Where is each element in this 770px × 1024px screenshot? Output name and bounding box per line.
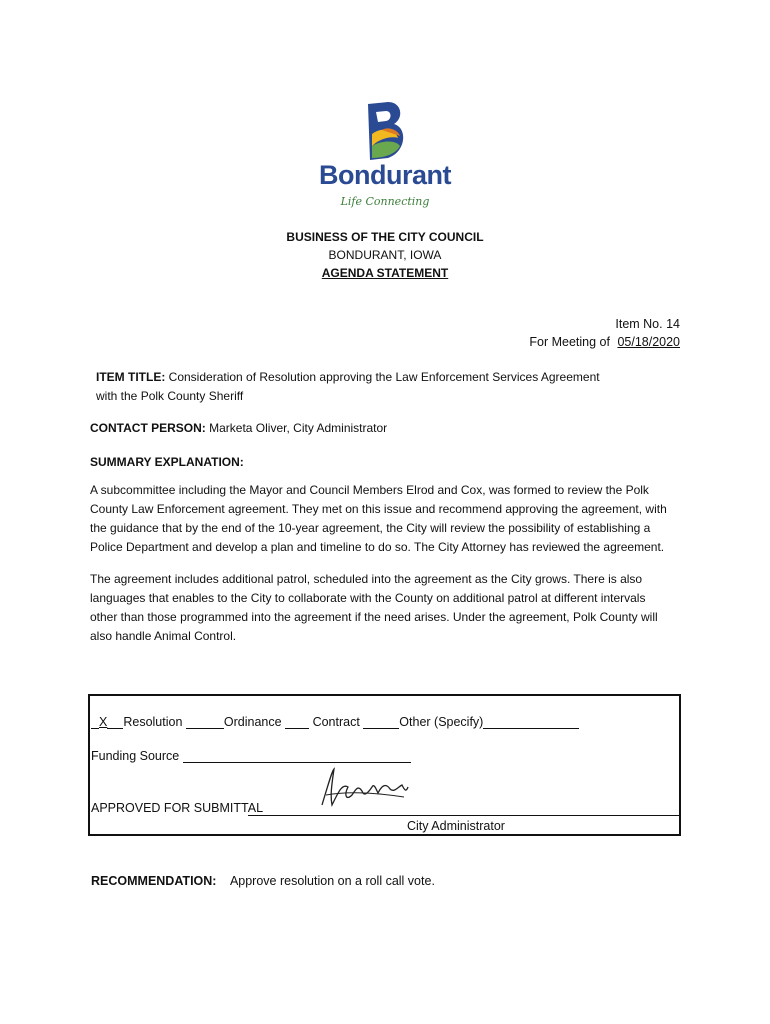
funding-source-row: [91, 749, 411, 763]
contact-person: CONTACT PERSON: Marketa Oliver, City Administrator: [90, 421, 388, 435]
summary-line: Police Department and develop a plan and timeline to do so. The City Attorney has reviewed the agreement.: [90, 540, 665, 554]
city-administrator-label: City Administrator: [407, 819, 505, 833]
item-title: ITEM TITLE: Consideration of Resolution approving the Law Enforcement Services Agreement with the Polk County Sheriff: [96, 370, 600, 403]
summary-line: the guidance that by the end of the 10-year agreement, the City will review the possibility of establishing a: [90, 521, 651, 535]
document-type-row: [91, 715, 579, 729]
approved-label: APPROVED FOR SUBMITTAL: [91, 801, 264, 815]
funding-source-label: Funding Source: [91, 749, 180, 763]
summary-label: SUMMARY EXPLANATION:: [90, 455, 244, 469]
meeting-date-row: [529, 335, 680, 349]
summary-line: The agreement includes additional patrol, scheduled into the agreement as the City grows. There is also: [90, 572, 643, 586]
resolution-check: X: [99, 715, 108, 729]
header-line1: BUSINESS OF THE CITY COUNCIL: [286, 230, 484, 244]
bondurant-b-logo-icon: [358, 100, 412, 162]
item-title-text-1: Consideration of Resolution approving the Law Enforcement Services Agreement: [168, 370, 600, 384]
item-title-label: ITEM TITLE: [96, 370, 162, 384]
summary-line: also handle Animal Control.: [90, 629, 237, 643]
handwritten-signature-icon: [318, 765, 412, 811]
header-line3: AGENDA STATEMENT: [321, 266, 449, 280]
item-title-text-2: with the Polk County Sheriff: [96, 389, 244, 403]
header-line2: BONDURANT, IOWA: [328, 248, 442, 262]
contact-value: Marketa Oliver, City Administrator: [209, 421, 388, 435]
summary-para-1: [90, 481, 680, 557]
logo-name: Bondurant: [319, 160, 451, 190]
ordinance-label: Ordinance: [223, 715, 282, 729]
summary-line: County Law Enforcement agreement. They met on this issue and recommend approving the agreement, with: [90, 502, 667, 516]
logo-tagline: Life Connecting: [340, 195, 430, 208]
other-label: Other (Specify): [399, 715, 484, 729]
summary-line: languages that enables to the City to collaborate with the County on additional patrol at different intervals: [90, 591, 646, 605]
meeting-date-label: For Meeting of: [529, 335, 614, 349]
summary-para-2: [90, 570, 680, 646]
item-number: Item No. 14: [615, 317, 680, 331]
contract-label: Contract: [312, 715, 360, 729]
contact-label: CONTACT PERSON: [90, 421, 202, 435]
summary-line: A subcommittee including the Mayor and Council Members Elrod and Cox, was formed to review the Polk: [90, 483, 649, 497]
resolution-label: Resolution: [123, 715, 183, 729]
recommendation-label: RECOMMENDATION:: [91, 874, 217, 888]
recommendation-value: Approve resolution on a roll call vote.: [229, 874, 435, 888]
meeting-date: 05/18/2020: [617, 335, 680, 349]
recommendation: [91, 874, 435, 888]
summary-line: other than those programmed into the agreement if the need arises. Under the agreement, Polk County will: [90, 610, 658, 624]
signature-line: [248, 815, 679, 816]
